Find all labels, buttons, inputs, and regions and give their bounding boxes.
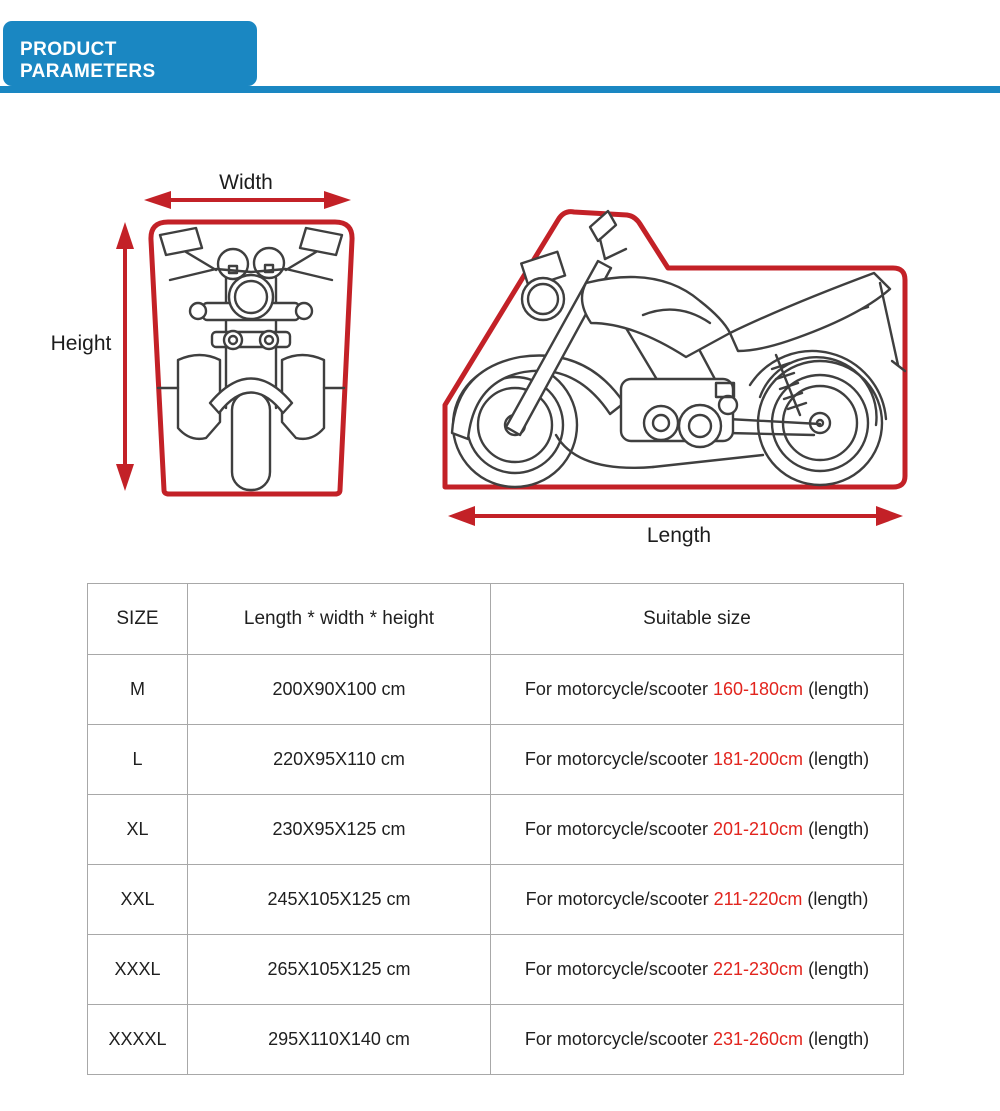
size-cell: XL <box>88 795 188 865</box>
front-view-diagram <box>40 160 370 510</box>
suitable-prefix: For motorcycle/scooter <box>525 889 709 909</box>
dimensions-cell: 265X105X125 cm <box>188 935 491 1005</box>
table-row-m <box>88 655 904 725</box>
suitable-range: 181-200cm <box>712 749 804 769</box>
col-header-suitable: Suitable size <box>491 584 904 655</box>
side-view-diagram <box>428 183 953 558</box>
width-label: Width <box>219 171 273 194</box>
suitable-suffix: (length) <box>808 1029 870 1049</box>
motorcycle-side-art <box>452 211 905 487</box>
suitable-suffix: (length) <box>808 819 870 839</box>
suitable-cell <box>491 1005 904 1075</box>
table-row-l <box>88 725 904 795</box>
size-table <box>87 583 904 1075</box>
dimensions-cell: 200X90X100 cm <box>188 655 491 725</box>
length-label: Length <box>646 524 712 547</box>
col-header-dimensions: Length * width * height <box>188 584 491 655</box>
height-label: Height <box>50 332 112 355</box>
motorcycle-front-art <box>158 228 344 490</box>
height-arrow <box>116 222 134 491</box>
suitable-range: 221-230cm <box>712 959 804 979</box>
suitable-range: 231-260cm <box>712 1029 804 1049</box>
dimensions-cell: 220X95X110 cm <box>188 725 491 795</box>
length-arrow <box>448 506 903 526</box>
size-cell: M <box>88 655 188 725</box>
table-row-xxxl <box>88 935 904 1005</box>
table-header-row <box>88 584 904 655</box>
dimensions-cell: 245X105X125 cm <box>188 865 491 935</box>
suitable-cell <box>491 935 904 1005</box>
section-title: PRODUCT PARAMETERS <box>20 38 156 82</box>
suitable-range: 211-220cm <box>713 889 803 909</box>
suitable-cell <box>491 725 904 795</box>
suitable-prefix: For motorcycle/scooter <box>524 679 708 699</box>
suitable-prefix: For motorcycle/scooter <box>524 749 708 769</box>
suitable-range: 201-210cm <box>712 819 804 839</box>
suitable-suffix: (length) <box>808 959 870 979</box>
section-divider-line <box>0 86 1000 93</box>
size-cell: XXL <box>88 865 188 935</box>
suitable-cell <box>491 865 904 935</box>
col-header-size: SIZE <box>88 584 188 655</box>
suitable-prefix: For motorcycle/scooter <box>524 819 708 839</box>
size-cell: L <box>88 725 188 795</box>
suitable-prefix: For motorcycle/scooter <box>524 959 708 979</box>
table-row-xxl <box>88 865 904 935</box>
dimensions-cell: 230X95X125 cm <box>188 795 491 865</box>
dimensions-cell: 295X110X140 cm <box>188 1005 491 1075</box>
section-banner <box>3 21 257 86</box>
suitable-cell <box>491 795 904 865</box>
table-row-xl <box>88 795 904 865</box>
table-row-xxxxl <box>88 1005 904 1075</box>
suitable-suffix: (length) <box>808 679 870 699</box>
suitable-range: 160-180cm <box>712 679 804 699</box>
suitable-suffix: (length) <box>807 889 869 909</box>
size-cell: XXXL <box>88 935 188 1005</box>
size-cell: XXXXL <box>88 1005 188 1075</box>
suitable-suffix: (length) <box>808 749 870 769</box>
suitable-cell <box>491 655 904 725</box>
suitable-prefix: For motorcycle/scooter <box>524 1029 708 1049</box>
